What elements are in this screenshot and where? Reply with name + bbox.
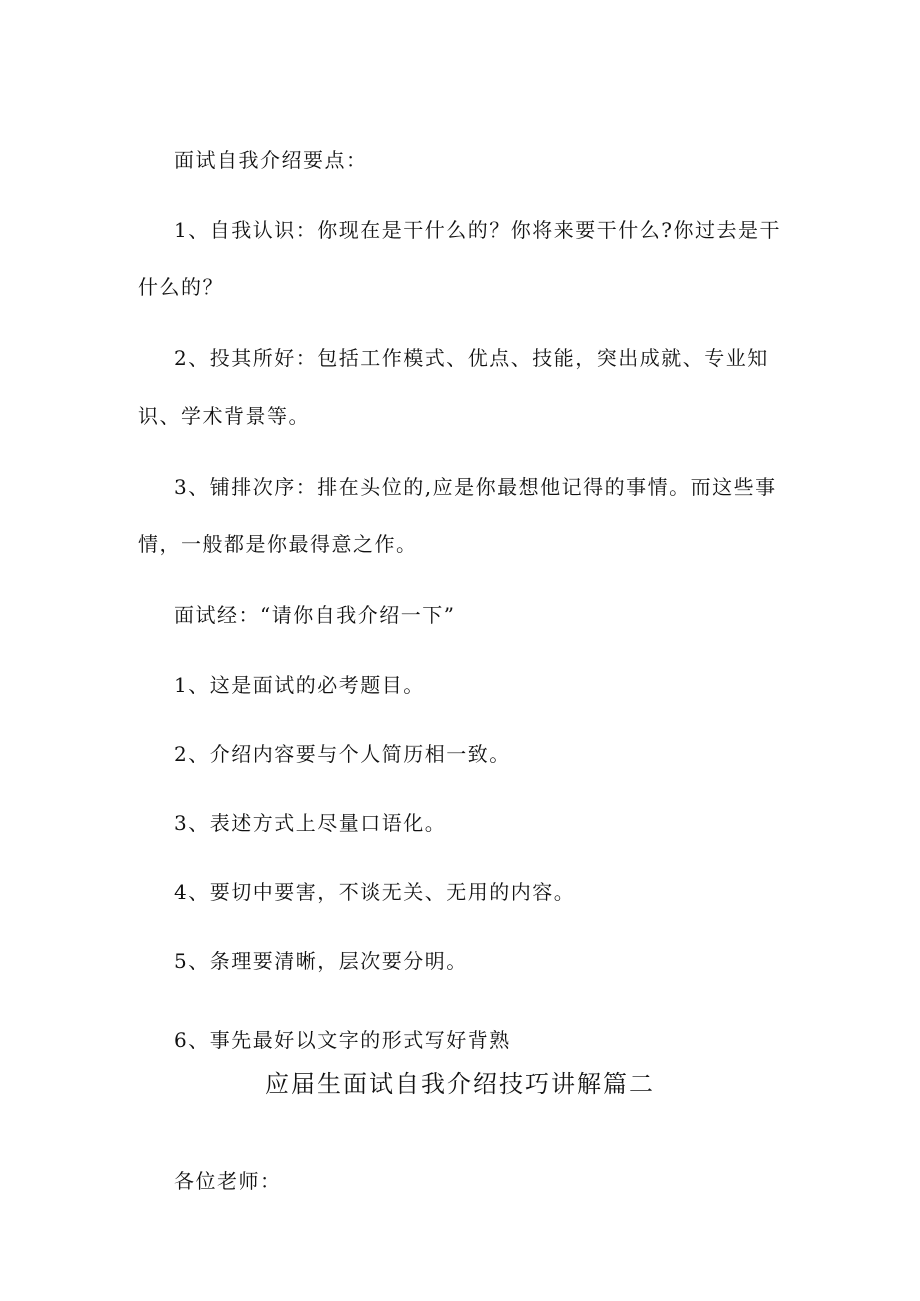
section-heading-interview-points: 面试自我介绍要点： <box>174 148 368 172</box>
section-title: 应届生面试自我介绍技巧讲解篇二 <box>265 1070 655 1098</box>
point-2-line-1: 2、投其所好：包括工作模式、优点、技能，突出成就、专业知 <box>174 346 769 370</box>
point-1-line-2: 什么的？ <box>138 275 224 299</box>
list-item: 2、介绍内容要与个人简历相一致。 <box>174 742 511 766</box>
list-item: 1、这是面试的必考题目。 <box>174 673 425 697</box>
list-item: 5、条理要清晰，层次要分明。 <box>174 949 468 973</box>
point-3-line-1: 3、铺排次序：排在头位的,应是你最想他记得的事情。而这些事 <box>174 475 777 499</box>
point-2-line-2: 识、学术背景等。 <box>138 404 310 428</box>
point-3-line-2: 情，一般都是你最得意之作。 <box>138 532 418 556</box>
point-1-line-1: 1、自我认识：你现在是干什么的？你将来要干什么?你过去是干 <box>174 218 781 242</box>
list-item: 6、事先最好以文字的形式写好背熟 <box>174 1028 511 1052</box>
section-heading-interview-tips: 面试经：“请你自我介绍一下” <box>174 603 456 627</box>
list-item: 3、表述方式上尽量口语化。 <box>174 811 447 835</box>
list-item: 4、要切中要害，不谈无关、无用的内容。 <box>174 880 576 904</box>
greeting: 各位老师： <box>174 1169 282 1193</box>
